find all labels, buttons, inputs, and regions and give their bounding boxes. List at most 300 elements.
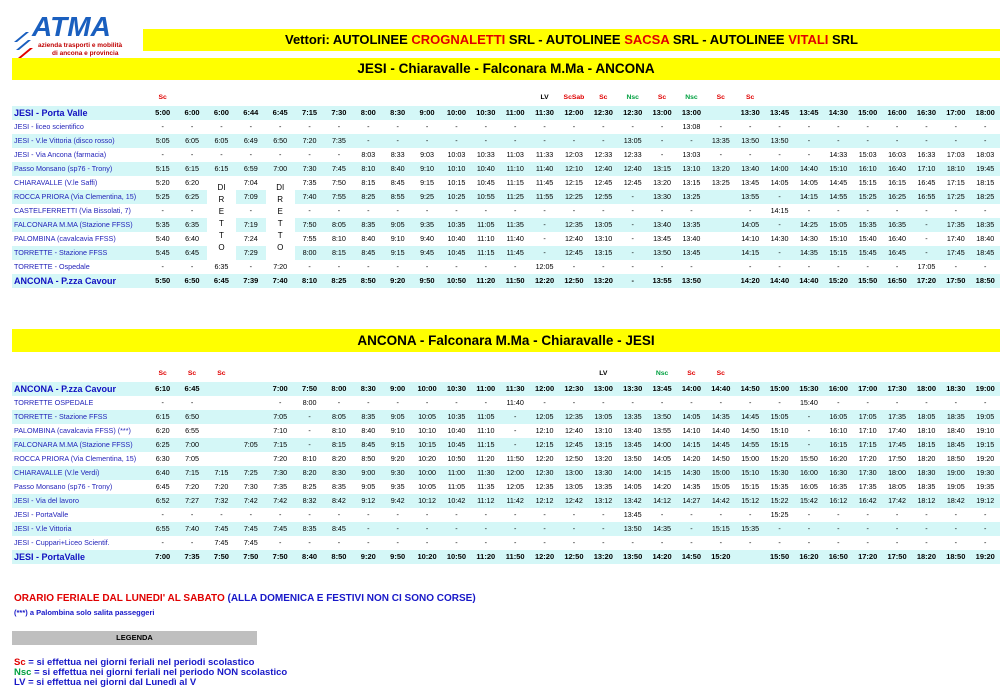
departure-time: 11:05: [447, 482, 466, 491]
departure-time: -: [925, 234, 928, 243]
departure-time: -: [425, 398, 429, 407]
departure-time: 7:00: [266, 162, 295, 176]
departure-time: 13:50: [623, 454, 642, 463]
departure-time: -: [367, 398, 370, 407]
departure-time: 18:25: [971, 190, 1000, 204]
departure-time: -: [602, 262, 605, 271]
departure-time: -: [895, 538, 899, 547]
departure-time: 15:30: [794, 382, 823, 396]
departure-time: 11:35: [501, 218, 530, 232]
departure-time: -: [220, 510, 223, 519]
departure-time: -: [925, 510, 928, 519]
departure-time: 9:10: [390, 426, 405, 435]
logo-stripe-1: [14, 32, 29, 42]
departure-time: 10:33: [476, 150, 495, 159]
departure-time: 16:30: [912, 106, 941, 120]
departure-time: -: [367, 262, 370, 271]
departure-time: 7:27: [177, 494, 206, 508]
departure-time: -: [794, 438, 823, 452]
departure-time: -: [383, 134, 412, 148]
departure-time: 15:20: [770, 454, 789, 463]
timetable-row: [12, 494, 1000, 508]
departure-time: -: [895, 398, 899, 407]
departure-time: 8:33: [390, 150, 405, 159]
departure-time: 8:25: [324, 274, 353, 288]
departure-time: 16:40: [882, 162, 911, 176]
departure-time: -: [895, 206, 899, 215]
departure-time: [706, 204, 735, 218]
departure-time: -: [719, 122, 723, 131]
departure-time: 6:45: [177, 382, 206, 396]
departure-time: -: [396, 262, 399, 271]
departure-time: -: [778, 122, 781, 131]
timetable-row: [12, 396, 1000, 410]
departure-time: 12:45: [623, 178, 642, 187]
departure-time: 10:05: [412, 410, 441, 424]
departure-time: 6:35: [214, 262, 229, 271]
departure-time: -: [618, 274, 647, 288]
departure-time: 14:30: [799, 234, 818, 243]
departure-time: 18:10: [917, 426, 936, 435]
departure-time: 15:25: [770, 510, 789, 519]
departure-time: 12:30: [559, 382, 588, 396]
service-code: [912, 90, 941, 106]
stop-name: JESI - V.le Vittoria (disco rosso): [12, 134, 148, 148]
departure-time: 17:15: [946, 178, 965, 187]
departure-time: 9:35: [412, 218, 441, 232]
departure-time: -: [837, 262, 840, 271]
departure-time: 5:05: [148, 134, 177, 148]
departure-time: 14:20: [682, 454, 701, 463]
departure-time: 8:32: [295, 494, 324, 508]
legend-text: = si effettua nei giorni feriali nel periodi scolastico: [25, 657, 255, 668]
departure-time: 15:15: [858, 178, 877, 187]
departure-time: -: [631, 122, 634, 131]
departure-time: 7:55: [302, 234, 317, 243]
departure-time: 13:20: [653, 178, 672, 187]
departure-time: 12:35: [559, 218, 588, 232]
departure-time: 14:00: [647, 438, 676, 452]
departure-time: 11:00: [471, 382, 500, 396]
departure-time: 13:45: [741, 178, 760, 187]
departure-time: 10:25: [442, 190, 471, 204]
departure-time: -: [484, 206, 488, 215]
departure-time: -: [396, 206, 399, 215]
departure-time: 12:42: [559, 494, 588, 508]
departure-time: 6:49: [236, 134, 265, 148]
departure-time: 15:35: [853, 218, 882, 232]
direct-service-label: [207, 176, 236, 260]
departure-time: 14:40: [706, 382, 735, 396]
departure-time: -: [396, 510, 399, 519]
departure-time: 13:20: [594, 454, 613, 463]
departure-time: -: [513, 122, 517, 131]
service-code: [882, 366, 911, 382]
departure-time: 14:35: [706, 410, 735, 424]
departure-time: -: [602, 538, 605, 547]
departure-time: 7:39: [236, 274, 265, 288]
departure-time: 19:20: [971, 550, 1000, 564]
service-code: [824, 366, 853, 382]
departure-time: [207, 396, 236, 410]
departure-time: 7:55: [324, 190, 353, 204]
departure-time: -: [925, 398, 928, 407]
departure-time: 7:32: [207, 494, 236, 508]
departure-time: -: [631, 234, 634, 243]
departure-time: -: [807, 538, 811, 547]
departure-time: -: [337, 122, 341, 131]
departure-time: -: [912, 246, 941, 260]
departure-time: 15:15: [741, 482, 760, 491]
departure-time: -: [442, 522, 471, 536]
legend-key: LV: [14, 677, 26, 688]
departure-time: -: [161, 206, 164, 215]
departure-time: -: [765, 246, 794, 260]
service-code: Sc: [746, 94, 755, 101]
timetable-row: [12, 148, 1000, 162]
departure-time: -: [984, 262, 987, 271]
departure-time: -: [396, 398, 399, 407]
departure-time: -: [513, 426, 517, 435]
departure-time: 14:05: [653, 454, 672, 463]
departure-time: -: [807, 426, 811, 435]
departure-time: 12:45: [559, 246, 588, 260]
departure-time: -: [425, 510, 429, 519]
departure-time: -: [589, 522, 618, 536]
timetable-row: [12, 218, 1000, 232]
departure-time: 13:20: [589, 550, 618, 564]
departure-time: 10:50: [447, 454, 466, 463]
departure-time: 13:30: [589, 466, 618, 480]
departure-time: -: [471, 134, 500, 148]
departure-time: 14:20: [647, 550, 676, 564]
departure-time: 7:20: [214, 482, 229, 491]
departure-time: 13:45: [765, 106, 794, 120]
departure-time: 13:40: [736, 162, 765, 176]
departure-time: 14:05: [677, 410, 706, 424]
departure-time: -: [631, 262, 634, 271]
departure-time: 18:30: [941, 382, 970, 396]
departure-time: 6:15: [207, 162, 236, 176]
departure-time: -: [530, 218, 559, 232]
departure-time: 8:05: [324, 410, 353, 424]
departure-time: 9:00: [412, 106, 441, 120]
departure-time: -: [161, 122, 164, 131]
carriers-prefix: Vettori: AUTOLINEE: [284, 32, 412, 47]
departure-time: 5:00: [148, 106, 177, 120]
stop-name: TORRETTE - Ospedale: [14, 262, 90, 271]
departure-time: -: [807, 510, 811, 519]
departure-time: -: [941, 522, 970, 536]
departure-time: 13:45: [647, 382, 676, 396]
legend-key: Sc: [14, 657, 26, 668]
departure-time: 7:45: [214, 538, 229, 547]
service-code: [295, 90, 324, 106]
departure-time: 15:50: [853, 274, 882, 288]
departure-time: -: [572, 206, 576, 215]
service-code: Sc: [217, 370, 226, 377]
departure-time: 13:45: [677, 246, 706, 260]
departure-time: -: [455, 206, 458, 215]
service-code: [266, 366, 295, 382]
departure-time: -: [895, 262, 899, 271]
service-code: Sc: [187, 370, 197, 377]
service-code: [794, 366, 823, 382]
departure-time: -: [513, 538, 517, 547]
departure-time: 10:45: [442, 438, 471, 452]
departure-time: 10:00: [412, 382, 441, 396]
departure-time: 9:03: [420, 150, 435, 159]
stop-name: JESI - Porta Valle: [12, 106, 148, 120]
departure-time: 7:30: [243, 482, 258, 491]
departure-time: 13:10: [594, 234, 613, 243]
departure-time: 19:15: [971, 438, 1000, 452]
service-code: [794, 90, 823, 106]
departure-time: 18:20: [912, 550, 941, 564]
departure-time: 8:10: [354, 162, 383, 176]
service-code: [941, 90, 970, 106]
departure-time: -: [954, 398, 958, 407]
departure-time: 13:00: [589, 382, 618, 396]
departure-time: 11:35: [477, 482, 495, 491]
departure-time: -: [602, 510, 605, 519]
departure-time: 14:50: [711, 454, 730, 463]
departure-time: [236, 410, 265, 424]
departure-time: -: [455, 262, 458, 271]
departure-time: 18:50: [971, 274, 1000, 288]
stop-name: JESI - Via Ancona (farmacia): [14, 150, 107, 159]
departure-time: -: [925, 122, 928, 131]
departure-time: [207, 424, 236, 438]
departure-time: 17:30: [853, 466, 882, 480]
departure-time: -: [383, 522, 412, 536]
service-code: [471, 366, 500, 382]
departure-time: 12:20: [535, 454, 554, 463]
service-code: [295, 366, 324, 382]
departure-time: -: [278, 538, 282, 547]
departure-time: 9:12: [354, 494, 383, 508]
departure-time: -: [971, 134, 1000, 148]
departure-time: 18:20: [917, 454, 936, 463]
departure-time: 7:05: [266, 410, 295, 424]
departure-time: 6:10: [148, 382, 177, 396]
departure-time: -: [412, 522, 441, 536]
departure-time: 8:35: [295, 522, 324, 536]
departure-time: -: [954, 206, 958, 215]
service-code: [324, 90, 353, 106]
departure-time: -: [631, 398, 634, 407]
departure-time: -: [866, 398, 869, 407]
departure-time: 13:40: [682, 234, 701, 243]
departure-time: 14:10: [741, 234, 760, 243]
departure-time: 7:35: [302, 178, 317, 187]
departure-time: 19:20: [976, 454, 995, 463]
departure-time: -: [912, 134, 941, 148]
departure-time: -: [190, 510, 194, 519]
departure-time: 18:40: [946, 426, 965, 435]
departure-time: 12:50: [559, 550, 588, 564]
service-code: [853, 90, 882, 106]
departure-time: -: [925, 538, 928, 547]
departure-time: 19:10: [976, 426, 995, 435]
departure-time: 7:35: [273, 482, 288, 491]
direct-label-text: DIRETTO: [276, 183, 285, 252]
departure-time: 13:45: [653, 234, 672, 243]
departure-time: -: [249, 206, 253, 215]
service-code: Nsc: [626, 94, 639, 101]
departure-time: 8:55: [383, 190, 412, 204]
departure-time: -: [719, 510, 723, 519]
departure-time: -: [425, 538, 429, 547]
departure-time: [706, 246, 735, 260]
departure-time: 17:50: [941, 274, 970, 288]
timetable-row: [12, 260, 1000, 274]
departure-time: 8:50: [361, 454, 376, 463]
stop-name: JESI - liceo scientifico: [14, 122, 84, 131]
service-code: [442, 90, 471, 106]
departure-time: 12:12: [530, 494, 559, 508]
stop-name: FALCONARA M.MA (Stazione FFSS): [12, 218, 148, 232]
departure-time: 19:05: [946, 482, 965, 491]
departure-time: -: [484, 538, 488, 547]
departure-time: -: [559, 134, 588, 148]
departure-time: -: [190, 398, 194, 407]
departure-time: 17:10: [912, 162, 941, 176]
departure-time: -: [765, 190, 794, 204]
departure-time: 13:05: [564, 482, 583, 491]
service-code: Nsc: [655, 370, 669, 377]
departure-time: 14:30: [677, 466, 706, 480]
departure-time: 7:20: [295, 134, 324, 148]
departure-time: 13:45: [623, 510, 642, 519]
departure-time: 19:30: [971, 466, 1000, 480]
departure-time: 17:50: [882, 550, 911, 564]
logo-stripe-2: [16, 40, 31, 50]
stop-name: TORRETTE - Stazione FFSS: [12, 410, 148, 424]
departure-time: 12:33: [623, 150, 642, 159]
departure-time: 13:30: [618, 382, 647, 396]
timetable-row: [12, 274, 1000, 288]
departure-time: -: [295, 438, 324, 452]
departure-time: 8:40: [295, 550, 324, 564]
departure-time: 9:10: [390, 234, 405, 243]
service-code: LV: [540, 94, 549, 101]
departure-time: 12:00: [501, 466, 530, 480]
departure-time: -: [308, 538, 311, 547]
departure-time: 19:45: [971, 162, 1000, 176]
departure-time: 5:25: [148, 190, 177, 204]
service-code: [941, 366, 970, 382]
service-code: [383, 90, 412, 106]
departure-time: 6:45: [266, 106, 295, 120]
timetable-row: [12, 508, 1000, 522]
departure-time: -: [690, 538, 693, 547]
departure-time: 8:50: [324, 550, 353, 564]
departure-time: 14:40: [794, 274, 823, 288]
departure-time: -: [572, 122, 576, 131]
departure-time: 9:20: [390, 454, 405, 463]
stop-name: JESI - V.le Vittoria: [12, 522, 148, 536]
departure-time: 18:35: [917, 482, 936, 491]
departure-time: 8:42: [324, 494, 353, 508]
service-code: [971, 366, 1000, 382]
departure-time: [706, 190, 735, 204]
service-code: LV: [599, 370, 608, 377]
departure-time: 5:40: [155, 234, 170, 243]
departure-time: -: [971, 522, 1000, 536]
stop-name: TORRETTE OSPEDALE: [14, 398, 94, 407]
departure-time: -: [455, 122, 458, 131]
departure-time: 7:00: [177, 438, 206, 452]
departure-time: 15:35: [770, 482, 789, 491]
departure-time: -: [954, 510, 958, 519]
departure-time: 12:30: [530, 466, 559, 480]
timetable-row: [12, 162, 1000, 176]
departure-time: 17:20: [853, 550, 882, 564]
departure-time: -: [278, 398, 282, 407]
departure-time: -: [954, 122, 958, 131]
departure-time: 18:50: [941, 550, 970, 564]
departure-time: 16:42: [853, 494, 882, 508]
departure-time: 15:22: [765, 494, 794, 508]
departure-time: 13:50: [647, 246, 676, 260]
timetable-row: [12, 232, 1000, 246]
departure-time: -: [837, 510, 840, 519]
departure-time: 7:15: [207, 466, 236, 480]
departure-time: [236, 396, 265, 410]
departure-time: 12:10: [559, 162, 588, 176]
departure-time: 6:15: [177, 162, 206, 176]
departure-time: 8:35: [354, 218, 383, 232]
departure-time: 12:00: [559, 106, 588, 120]
departure-time: -: [367, 122, 370, 131]
departure-time: 12:30: [589, 106, 618, 120]
departure-time: -: [690, 206, 693, 215]
departure-time: 10:40: [471, 162, 500, 176]
departure-time: 9:20: [354, 550, 383, 564]
departure-time: 8:50: [354, 274, 383, 288]
departure-time: 13:50: [677, 274, 706, 288]
departure-time: 8:35: [354, 410, 383, 424]
carriers-bar: [143, 29, 1000, 51]
departure-time: 14:30: [770, 234, 789, 243]
departure-time: -: [602, 122, 605, 131]
departure-time: 7:50: [295, 382, 324, 396]
departure-time: -: [425, 122, 429, 131]
departure-time: 13:05: [589, 410, 618, 424]
header-stop-cell: [12, 90, 148, 106]
departure-time: -: [337, 538, 341, 547]
departure-time: 8:00: [354, 106, 383, 120]
departure-time: 8:05: [324, 218, 353, 232]
departure-time: 7:40: [266, 274, 295, 288]
departure-time: 9:00: [354, 466, 383, 480]
departure-time: -: [794, 410, 823, 424]
timetable-row: [12, 452, 1000, 466]
departure-time: [706, 274, 735, 288]
departure-time: 16:05: [799, 482, 818, 491]
departure-time: 12:15: [530, 438, 559, 452]
departure-time: -: [396, 122, 399, 131]
departure-time: 15:05: [711, 482, 730, 491]
departure-time: 9:42: [383, 494, 412, 508]
departure-time: -: [484, 510, 488, 519]
departure-time: 14:30: [824, 106, 853, 120]
departure-time: -: [618, 190, 647, 204]
timetable-row: [12, 424, 1000, 438]
departure-time: 14:45: [829, 178, 848, 187]
departure-time: 6:55: [185, 426, 200, 435]
